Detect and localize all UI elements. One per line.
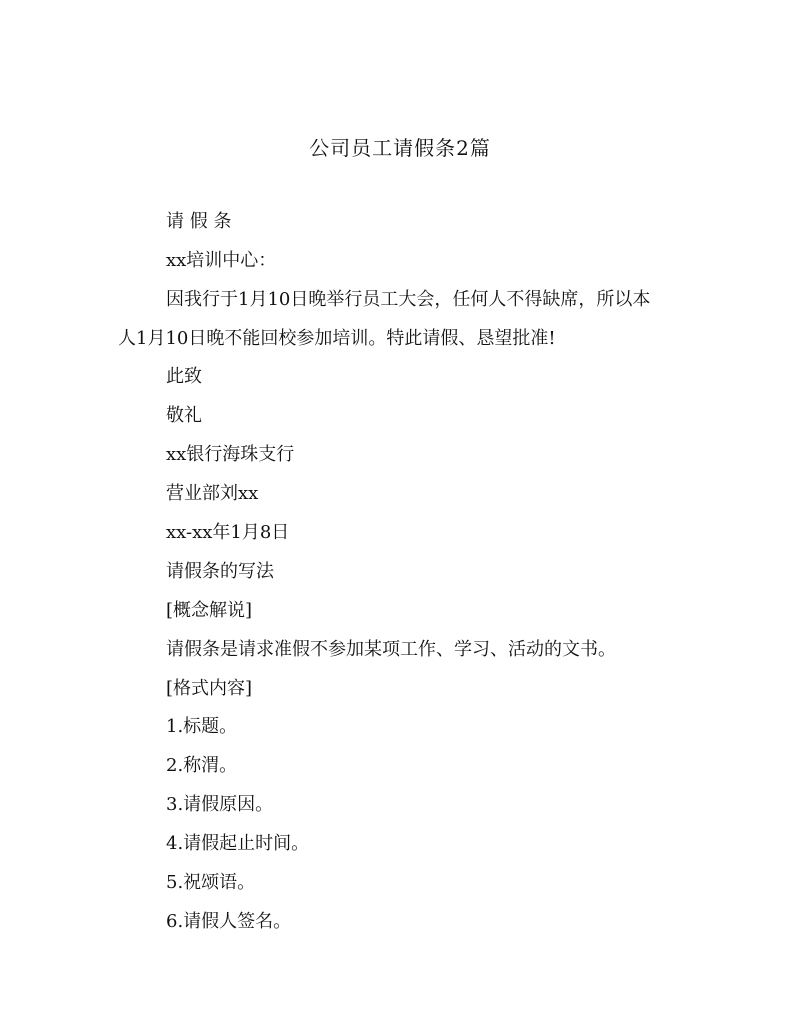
concept-header: [概念解说] (166, 600, 253, 621)
format-item-3: 3.请假原因。 (166, 794, 274, 815)
signature-date: xx-xx年1月8日 (166, 522, 290, 543)
format-item-5: 5.祝颂语。 (166, 872, 256, 893)
format-item-4: 4.请假起止时间。 (166, 833, 310, 854)
closing-ci-zhi: 此致 (166, 366, 202, 387)
format-header: [格式内容] (166, 678, 253, 699)
format-item-6: 6.请假人签名。 (166, 911, 292, 932)
format-item-2: 2.称渭。 (166, 755, 238, 776)
body-line-2: 人1月10日晚不能回校参加培训。特此请假、恳望批准! (118, 328, 556, 349)
closing-jing-li: 敬礼 (166, 405, 202, 426)
signature-person: 营业部刘xx (166, 483, 259, 504)
salutation: xx培训中心： (166, 250, 277, 271)
body-line-1: 因我行于1月10日晚举行员工大会，任何人不得缺席，所以本 (166, 289, 651, 310)
leave-note-heading: 请 假 条 (166, 211, 232, 232)
document-title: 公司员工请假条2篇 (309, 136, 491, 160)
section-title: 请假条的写法 (166, 561, 274, 582)
format-item-1: 1.标题。 (166, 716, 238, 737)
signature-organization: xx银行海珠支行 (166, 444, 295, 465)
concept-text: 请假条是请求准假不参加某项工作、学习、活动的文书。 (166, 639, 616, 660)
